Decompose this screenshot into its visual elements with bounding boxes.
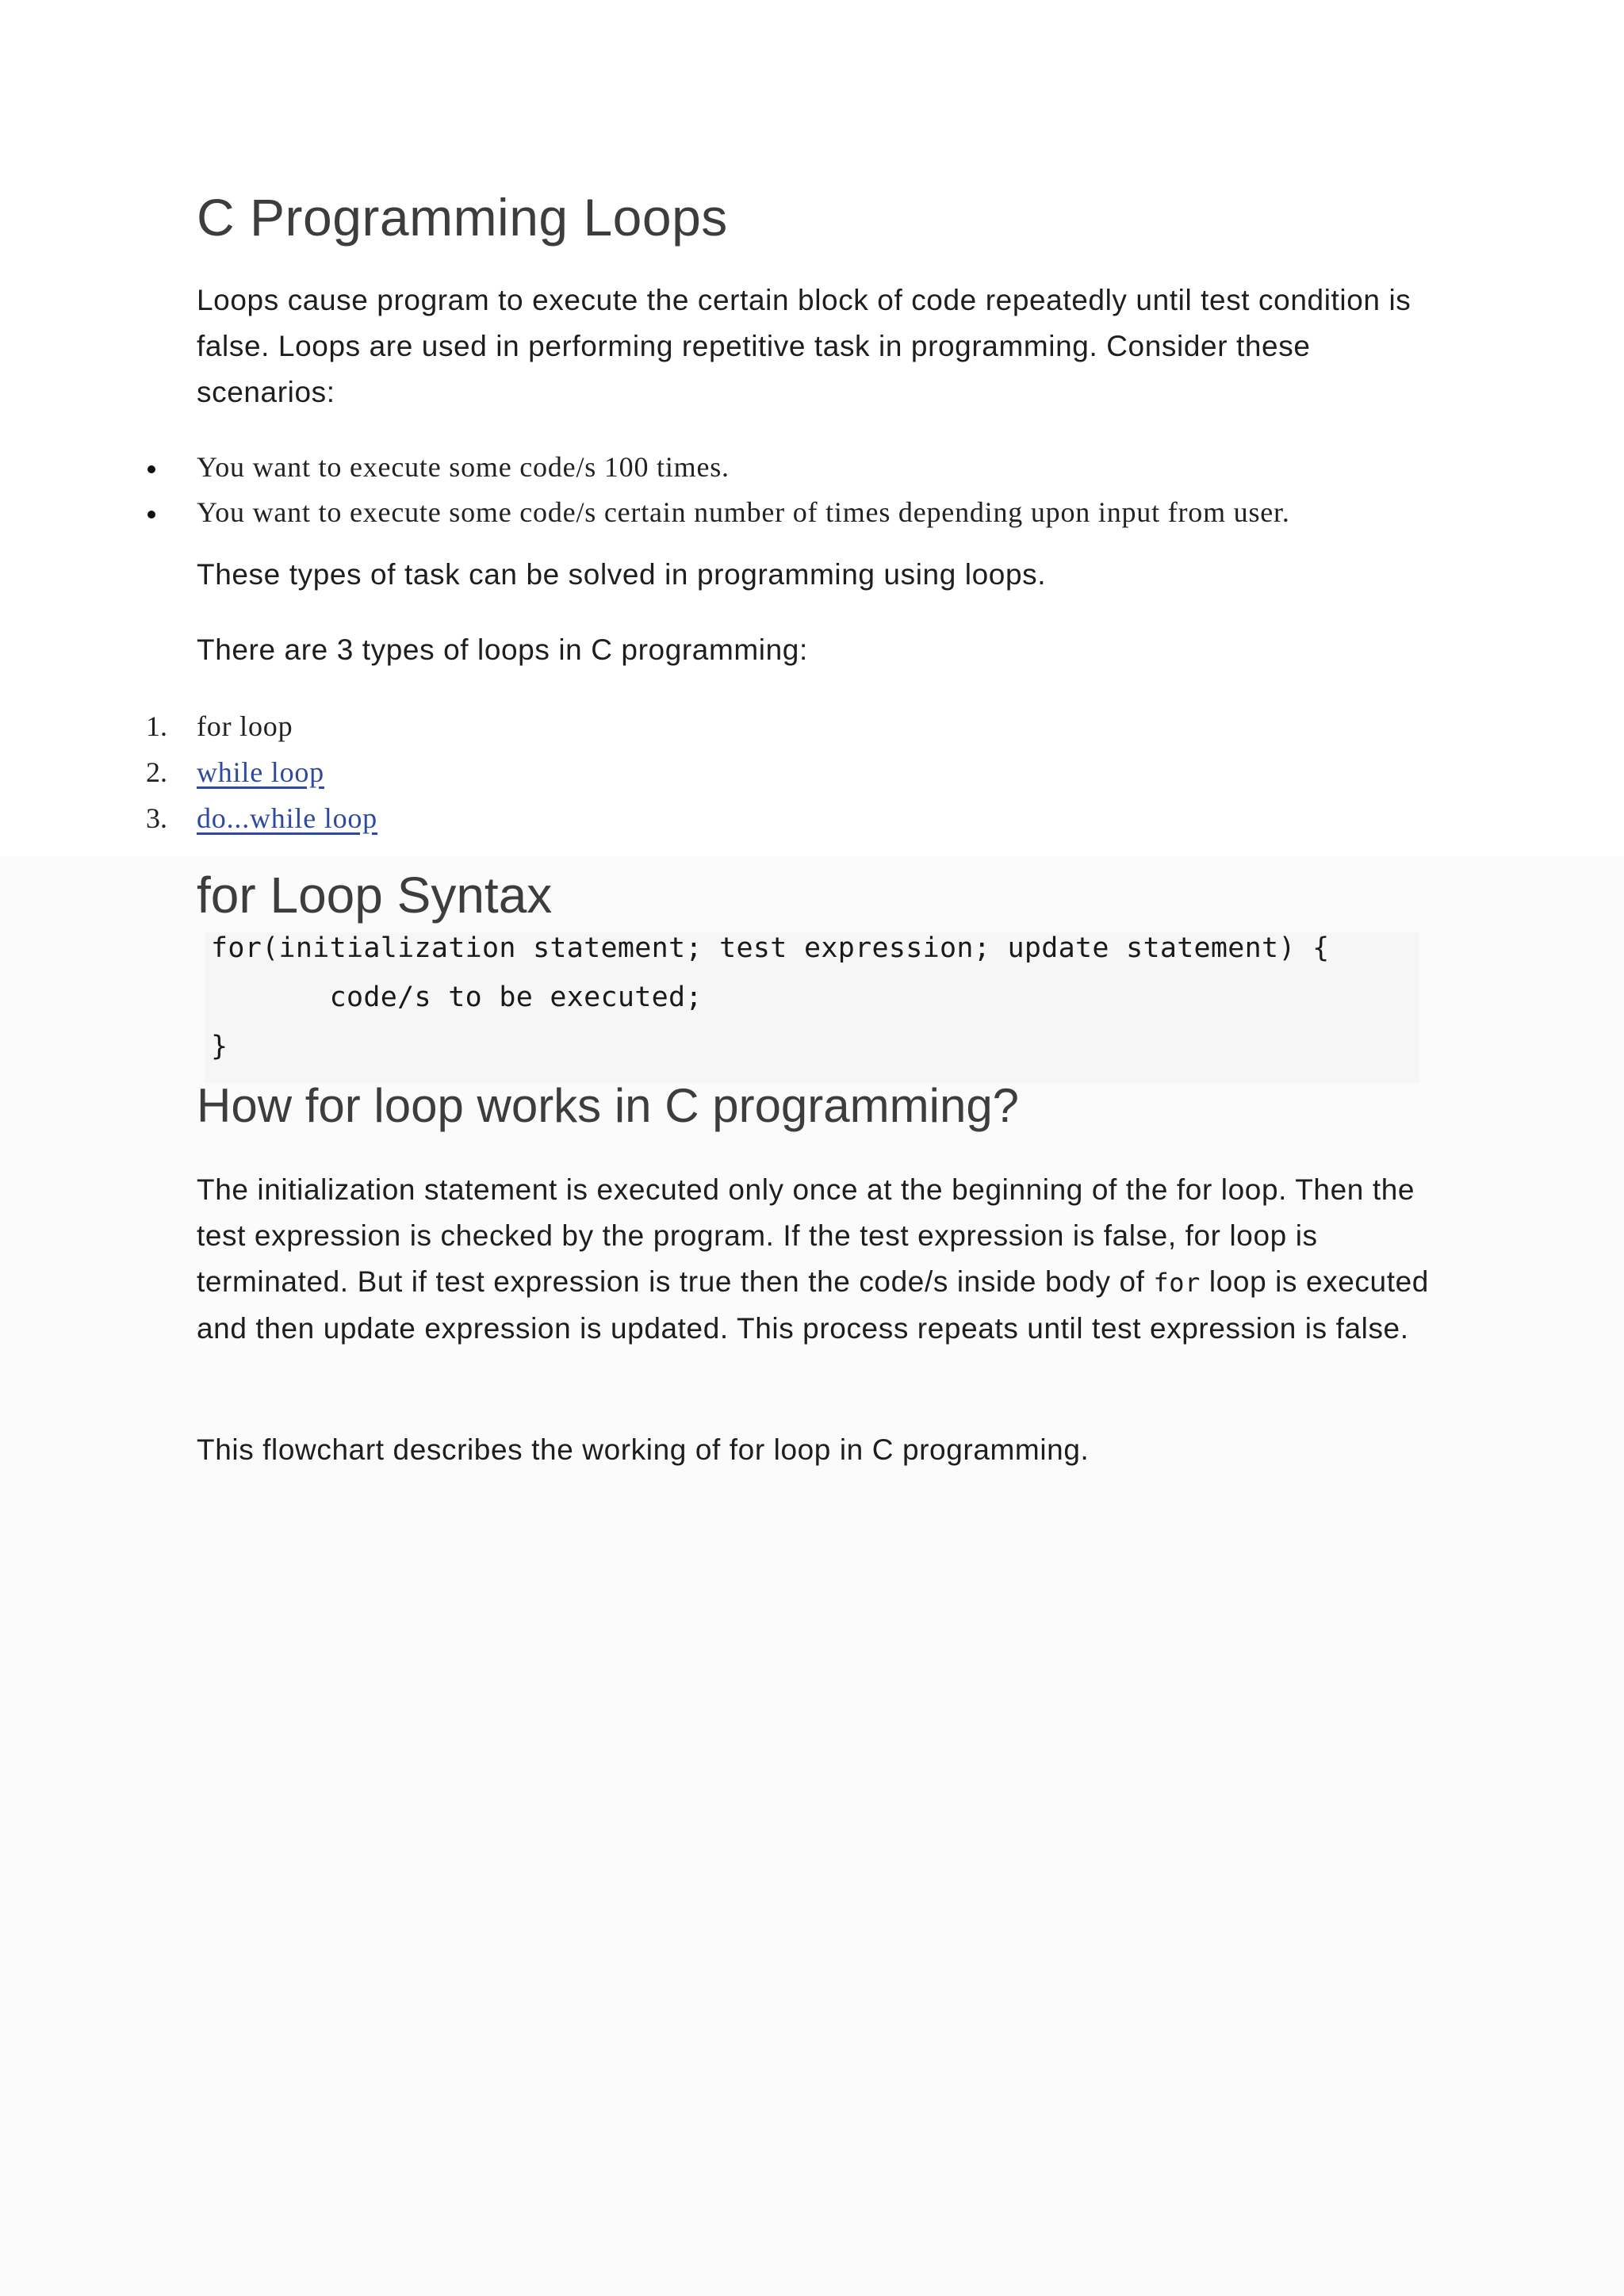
list-number-3: 3.	[146, 802, 167, 834]
list-number-1: 1.	[146, 710, 167, 742]
scenario-item-2: You want to execute some code/s certain number of times depending upon input from user.	[197, 496, 1290, 528]
how-heading: How for loop works in C programming?	[197, 1079, 1020, 1132]
code-line-2: code/s to be executed;	[211, 982, 703, 1013]
code-line-1: for(initialization statement; test expression; update statement) {	[211, 932, 1330, 964]
how-text-after: loop is executed and then update expression is updated. This process repeats until test expression is false.	[197, 1265, 1429, 1345]
intro-paragraph: Loops cause program to execute the certain block of code repeatedly until test condition is false. Loops are used in performing repetitive task in programming. Consider these scenarios:	[197, 284, 1411, 408]
flowchart-paragraph: This flowchart describes the working of for loop in C programming.	[197, 1433, 1090, 1466]
do-while-loop-link[interactable]: do...while loop	[197, 802, 377, 834]
page-title: C Programming Loops	[197, 188, 728, 247]
bullet-icon	[147, 465, 155, 473]
inline-code-for: for	[1153, 1268, 1201, 1298]
how-paragraph	[197, 1167, 1434, 1352]
while-loop-link[interactable]: while loop	[197, 756, 324, 788]
code-block	[205, 932, 1419, 1083]
types-paragraph: There are 3 types of loops in C programming:	[197, 633, 808, 666]
solved-paragraph: These types of task can be solved in programming using loops.	[197, 558, 1047, 591]
syntax-heading: for Loop Syntax	[197, 867, 553, 924]
how-text-before: The initialization statement is executed only once at the beginning of the for loop. Then the test expression is checked by the program. If the test expression is false, for loop is terminated. But if test expression is true then the code/s inside body of	[197, 1173, 1415, 1298]
list-number-2: 2.	[146, 756, 167, 788]
scenario-item-1: You want to execute some code/s 100 times.	[197, 451, 730, 483]
code-line-3: }	[211, 1031, 228, 1062]
loop-type-for: for loop	[197, 710, 293, 742]
bullet-icon	[147, 511, 155, 519]
